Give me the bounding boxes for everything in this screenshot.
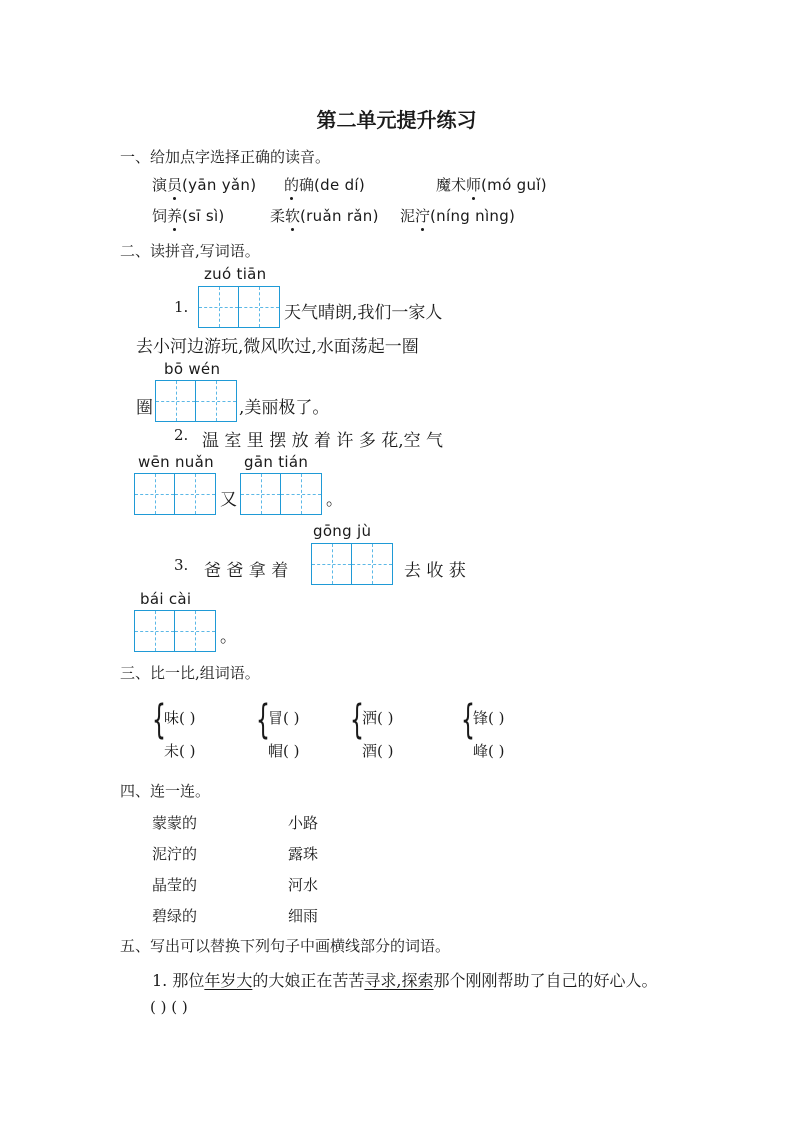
brace-icon: { (461, 697, 475, 743)
sentence-text: 温 室 里 摆 放 着 许 多 花,空 气 (202, 431, 444, 451)
page-title: 第二单元提升练习 (316, 108, 477, 132)
brace-icon: { (152, 697, 166, 743)
compare-item: 洒( ) (362, 709, 394, 727)
writing-grid[interactable] (134, 473, 216, 515)
writing-grid[interactable] (311, 543, 393, 585)
compare-item: 酒( ) (362, 742, 394, 760)
underlined-phrase: 寻求,探索 (364, 971, 434, 990)
section-2-heading: 二、读拼音,写词语。 (120, 242, 260, 260)
pronunciation-item: 魔术师(mó guǐ) (436, 176, 547, 194)
compare-item: 帽( ) (268, 742, 300, 760)
section-3-heading: 三、比一比,组词语。 (120, 664, 260, 682)
answer-blanks[interactable]: ( ) ( ) (150, 998, 188, 1016)
pinyin-label: gān tián (244, 453, 309, 471)
sentence-text: 圈 (136, 398, 153, 418)
pinyin-label: wēn nuǎn (138, 453, 214, 471)
sentence-text: 1. 那位年岁大的大娘正在苦苦寻求,探索那个刚刚帮助了自己的好心人。 (152, 971, 658, 990)
question-number: 2. (174, 426, 189, 444)
pinyin-label: bái cài (140, 590, 192, 608)
match-left-item[interactable]: 碧绿的 (152, 907, 198, 925)
compare-item: 冒( ) (268, 709, 300, 727)
pronunciation-item: 的确(de dí) (284, 176, 366, 194)
question-number: 1. (174, 298, 189, 316)
pronunciation-item: 泥泞(níng nìng) (400, 207, 516, 225)
match-right-item[interactable]: 露珠 (288, 845, 319, 863)
pinyin-label: gōng jù (313, 522, 372, 540)
sentence-text: 。 (326, 490, 343, 510)
section-1-heading: 一、给加点字选择正确的读音。 (120, 148, 331, 166)
compare-item: 未( ) (164, 742, 196, 760)
section-4-heading: 四、连一连。 (120, 782, 211, 800)
pinyin-label: zuó tiān (204, 265, 267, 283)
section-5-heading: 五、写出可以替换下列句子中画横线部分的词语。 (120, 937, 451, 955)
brace-icon: { (350, 697, 364, 743)
question-number: 3. (174, 556, 189, 574)
writing-grid[interactable] (155, 380, 237, 422)
compare-item: 味( ) (164, 709, 196, 727)
writing-grid[interactable] (198, 286, 280, 328)
sentence-text: 爸 爸 拿 着 (204, 561, 289, 581)
pronunciation-item: 饲养(sī sì) (152, 207, 225, 225)
brace-icon: { (256, 697, 270, 743)
writing-grid[interactable] (240, 473, 322, 515)
sentence-text: 又 (220, 490, 237, 510)
match-right-item[interactable]: 细雨 (288, 907, 319, 925)
compare-item: 峰( ) (473, 742, 505, 760)
match-left-item[interactable]: 蒙蒙的 (152, 814, 198, 832)
match-right-item[interactable]: 小路 (288, 814, 319, 832)
sentence-text: 天气晴朗,我们一家人 (284, 303, 443, 323)
pronunciation-item: 柔软(ruǎn rǎn) (270, 207, 379, 225)
sentence-text: ,美丽极了。 (239, 398, 330, 418)
sentence-text: 去 收 获 (404, 561, 466, 581)
sentence-text: 去小河边游玩,微风吹过,水面荡起一圈 (136, 337, 419, 357)
match-left-item[interactable]: 晶莹的 (152, 876, 198, 894)
pinyin-label: bō wén (164, 360, 221, 378)
match-left-item[interactable]: 泥泞的 (152, 845, 198, 863)
sentence-text: 。 (220, 627, 237, 647)
pronunciation-item: 演员(yān yǎn) (152, 176, 257, 194)
compare-item: 锋( ) (473, 709, 505, 727)
writing-grid[interactable] (134, 610, 216, 652)
underlined-phrase: 年岁大 (204, 971, 253, 990)
match-right-item[interactable]: 河水 (288, 876, 319, 894)
